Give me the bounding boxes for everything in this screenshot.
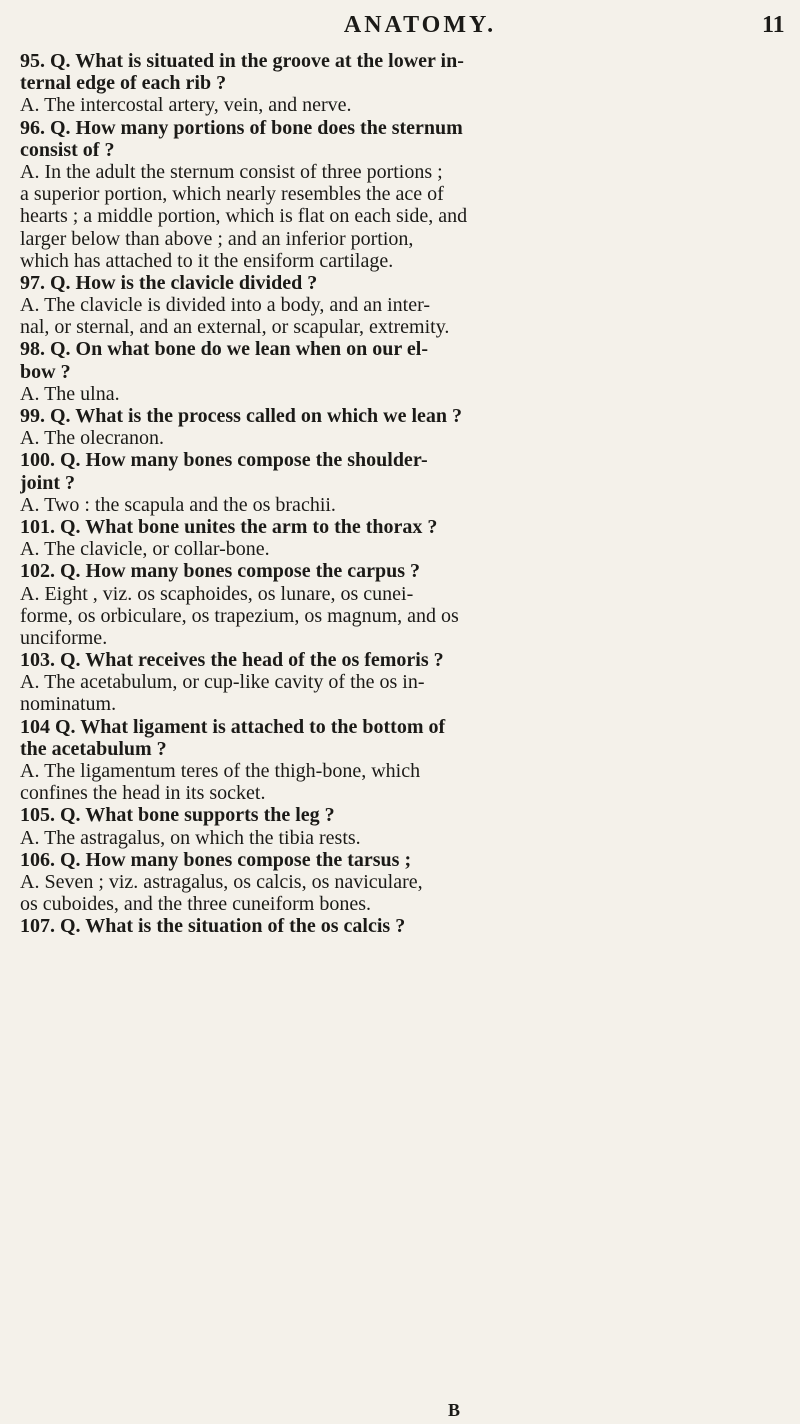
answer-line: forme, os orbiculare, os trapezium, os magnum, and os bbox=[20, 604, 459, 627]
answer-line: A. The intercostal artery, vein, and nerve. bbox=[20, 94, 352, 117]
answer-line: which has attached to it the ensiform cartilage. bbox=[20, 249, 394, 272]
answer-line: larger below than above ; and an inferior portion, bbox=[20, 227, 414, 250]
page-body bbox=[20, 50, 782, 938]
question-line: 95. Q. What is situated in the groove at the lower in- bbox=[20, 50, 464, 72]
question-line: bow ? bbox=[20, 360, 71, 383]
question-line: 99. Q. What is the process called on which we lean ? bbox=[20, 405, 463, 427]
question-line: consist of ? bbox=[20, 138, 115, 161]
question-line: the acetabulum ? bbox=[20, 737, 167, 760]
answer-line: A. The acetabulum, or cup-like cavity of the os in- bbox=[20, 671, 425, 694]
answer-line: A. Two : the scapula and the os brachii. bbox=[20, 493, 336, 516]
question-line: 103. Q. What receives the head of the os femoris ? bbox=[20, 649, 444, 672]
answer-line: a superior portion, which nearly resembles the ace of bbox=[20, 183, 444, 206]
answer-line: confines the head in its socket. bbox=[20, 782, 266, 805]
answer-line: hearts ; a middle portion, which is flat on each side, and bbox=[20, 205, 468, 228]
answer-line: A. The astragalus, on which the tibia rests. bbox=[20, 826, 361, 849]
answer-line: A. Eight , viz. os scaphoides, os lunare, os cunei- bbox=[20, 582, 414, 605]
question-line: 105. Q. What bone supports the leg ? bbox=[20, 804, 335, 827]
answer-line: A. The ligamentum teres of the thigh-bone, which bbox=[20, 760, 421, 782]
page-number: 11 bbox=[762, 12, 785, 38]
question-line: 106. Q. How many bones compose the tarsus ; bbox=[20, 848, 412, 871]
answer-line: A. In the adult the sternum consist of three portions ; bbox=[20, 160, 443, 183]
answer-line: A. Seven ; viz. astragalus, os calcis, os naviculare, bbox=[20, 870, 423, 893]
question-line: 102. Q. How many bones compose the carpus ? bbox=[20, 560, 421, 583]
question-line: 101. Q. What bone unites the arm to the thorax ? bbox=[20, 515, 438, 538]
question-line: 104 Q. What ligament is attached to the bottom of bbox=[20, 715, 446, 738]
answer-line: A. The clavicle, or collar-bone. bbox=[20, 538, 270, 561]
signature-mark: B bbox=[448, 1400, 461, 1420]
answer-line: A. The ulna. bbox=[20, 382, 120, 405]
answer-line: nal, or sternal, and an external, or scapular, extremity. bbox=[20, 316, 450, 339]
answer-line: nominatum. bbox=[20, 693, 117, 716]
question-line: 96. Q. How many portions of bone does the sternum bbox=[20, 116, 463, 139]
page-header bbox=[0, 8, 800, 48]
answer-line: os cuboides, and the three cuneiform bones. bbox=[20, 893, 372, 916]
answer-line: A. The clavicle is divided into a body, and an inter- bbox=[20, 294, 431, 317]
answer-line: unciforme. bbox=[20, 626, 108, 649]
question-line: 107. Q. What is the situation of the os calcis ? bbox=[20, 915, 406, 938]
running-title: ANATOMY. bbox=[343, 12, 497, 38]
answer-line: A. The olecranon. bbox=[20, 427, 165, 450]
question-line: joint ? bbox=[20, 471, 75, 494]
question-line: 100. Q. How many bones compose the shoulder- bbox=[20, 449, 428, 472]
question-line: 98. Q. On what bone do we lean when on our el- bbox=[20, 338, 429, 361]
question-line: 97. Q. How is the clavicle divided ? bbox=[20, 271, 318, 294]
question-line: ternal edge of each rib ? bbox=[20, 72, 227, 95]
